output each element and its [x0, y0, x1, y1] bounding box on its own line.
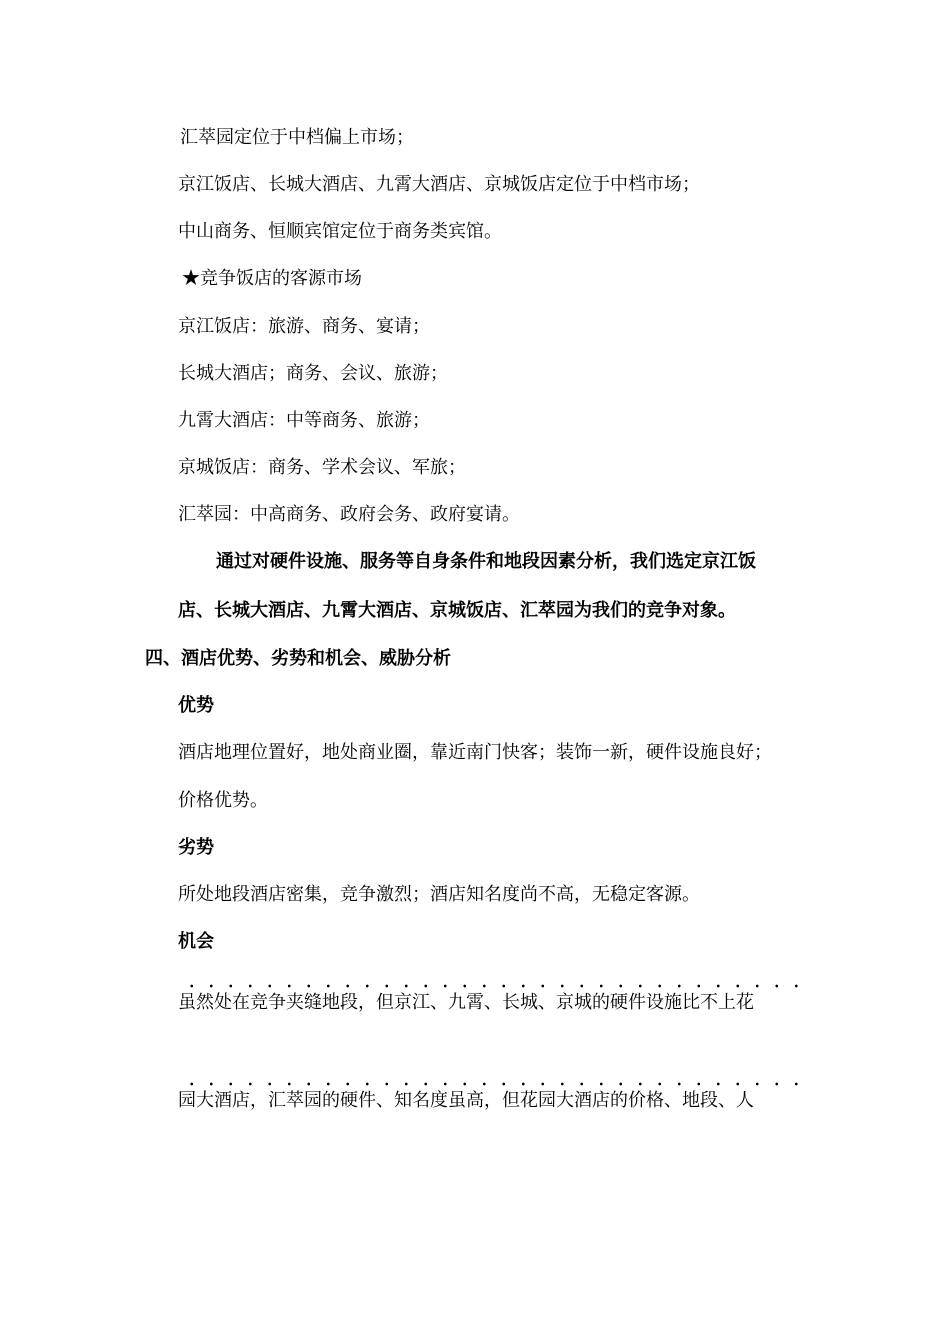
weaknesses-heading: 劣势 [178, 837, 214, 858]
strengths-heading: 优势 [178, 695, 214, 716]
emphasis-dots-row-1 [182, 984, 802, 988]
source-line-jingjiang: 京江饭店：旅游、商务、宴请； [178, 316, 430, 337]
emphasis-dots-row-2 [182, 1082, 802, 1086]
source-line-huicuiyuan: 汇萃园：中高商务、政府会务、政府宴请。 [178, 504, 520, 525]
conclusion-line-2: 店、长城大酒店、九霄大酒店、京城饭店、汇萃园为我们的竞争对象。 [178, 600, 736, 621]
positioning-line-1: 汇萃园定位于中档偏上市场； [180, 127, 414, 148]
positioning-line-3: 中山商务、恒顺宾馆定位于商务类宾馆。 [178, 221, 502, 242]
source-line-jingcheng: 京城饭店：商务、学术会议、军旅； [178, 457, 466, 478]
source-line-changcheng: 长城大酒店；商务、会议、旅游； [178, 363, 448, 384]
weaknesses-line-1: 所处地段酒店密集，竞争激烈；酒店知名度尚不高，无稳定客源。 [178, 884, 700, 905]
strengths-line-2: 价格优势。 [178, 790, 268, 811]
opportunities-heading: 机会 [178, 931, 214, 952]
conclusion-line-1: 通过对硬件设施、服务等自身条件和地段因素分析，我们选定京江饭 [216, 551, 756, 572]
source-market-heading: ★竞争饭店的客源市场 [182, 268, 362, 289]
opportunities-line-1: 虽然处在竞争夹缝地段，但京江、九霄、长城、京城的硬件设施比不上花 [178, 992, 754, 1013]
strengths-line-1: 酒店地理位置好，地处商业圈，靠近南门快客；装饰一新，硬件设施良好； [178, 742, 772, 763]
positioning-line-2: 京江饭店、长城大酒店、九霄大酒店、京城饭店定位于中档市场； [178, 174, 700, 195]
section-title: 四、酒店优势、劣势和机会、威胁分析 [145, 648, 451, 669]
opportunities-line-2: 园大酒店，汇萃园的硬件、知名度虽高，但花园大酒店的价格、地段、人 [178, 1090, 754, 1111]
source-line-jiuxiao: 九霄大酒店：中等商务、旅游； [178, 410, 430, 431]
